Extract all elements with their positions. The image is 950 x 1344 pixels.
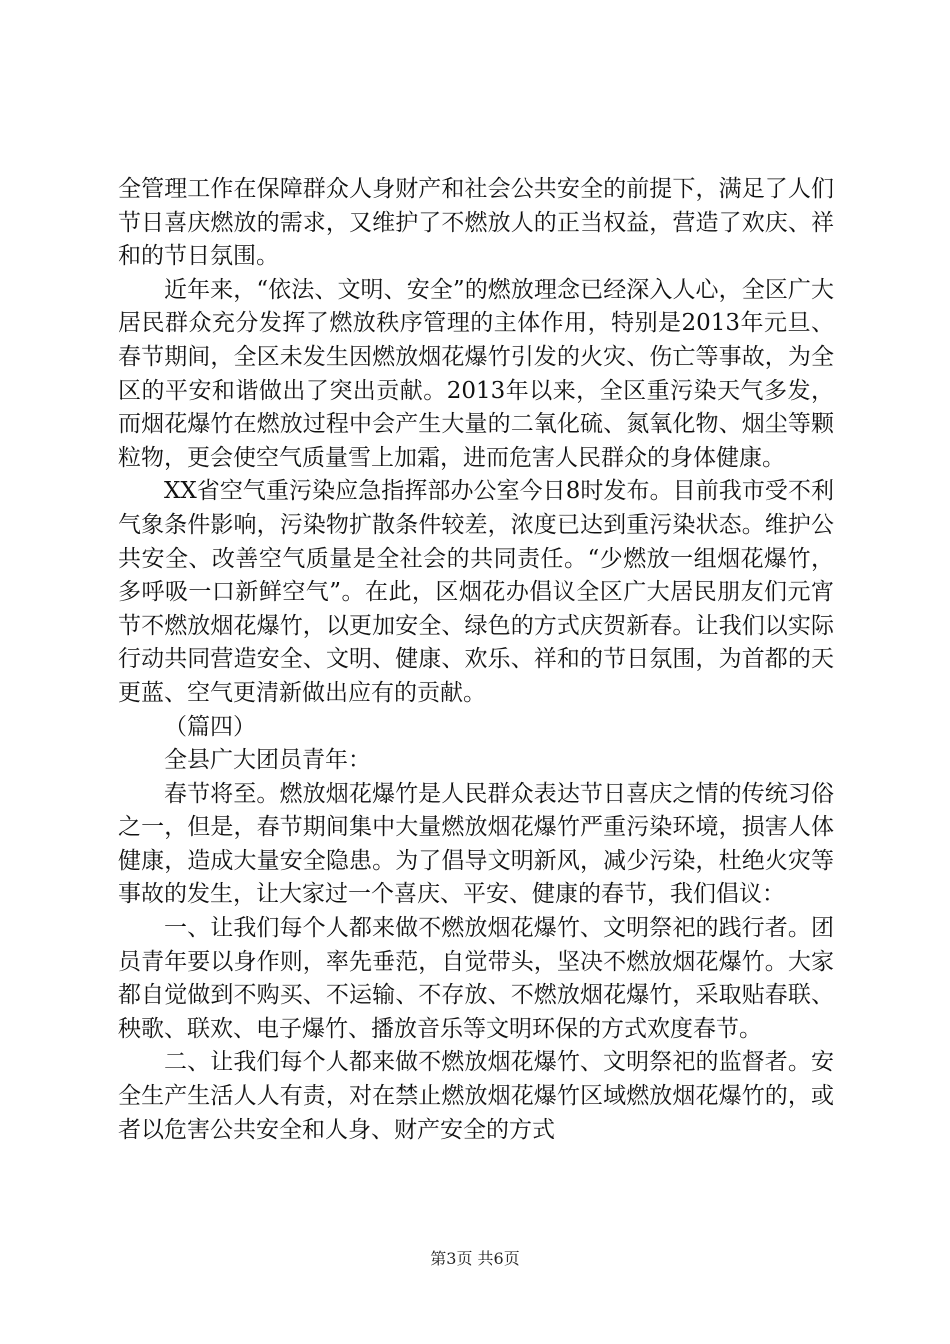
page-number-footer: 第3页 共6页 [430, 1249, 520, 1268]
paragraph-proposal-two: 二、让我们每个人都来做不燃放烟花爆竹、文明祭祀的监督者。安全生产生活人人有责，对在禁止燃放烟花爆竹区域燃放烟花爆竹的，或者以危害公共安全和人身、财产安全的方式 [118, 1049, 834, 1143]
document-body [118, 173, 834, 1147]
paragraph-recent-years: 近年来，“依法、文明、安全”的燃放理念已经深入人心，全区广大居民群众充分发挥了燃放秩序管理的主体作用，特别是2013年元旦、春节期间，全区未发生因燃放烟花爆竹引发的火灾、伤亡等事故，为全区的平安和谐做出了突出贡献。2013年以来，全区重污染天气多发，而烟花爆竹在燃放过程中会产生大量的二氧化硫、氮氧化物、烟尘等颗粒物，更会使空气质量雪上加霜，进而危害人民群众的身体健康。 [118, 276, 834, 471]
paragraph-continuation: 全管理工作在保障群众人身财产和社会公共安全的前提下，满足了人们节日喜庆燃放的需求，又维护了不燃放人的正当权益，营造了欢庆、祥和的节日氛围。 [118, 176, 834, 270]
section-heading-part-four: （篇四） [164, 713, 256, 740]
paragraph-proposal-one: 一、让我们每个人都来做不燃放烟花爆竹、文明祭祀的践行者。团员青年要以身作则，率先垂范，自觉带头，坚决不燃放烟花爆竹。大家都自觉做到不购买、不运输、不存放、不燃放烟花爆竹，采取贴春联、秧歌、联欢、电子爆竹、播放音乐等文明环保的方式欢度春节。 [118, 915, 834, 1042]
paragraph-spring-festival: 春节将至。燃放烟花爆竹是人民群众表达节日喜庆之情的传统习俗之一，但是，春节期间集中大量燃放烟花爆竹严重污染环境，损害人体健康，造成大量安全隐患。为了倡导文明新风，减少污染，杜绝火灾等事故的发生，让大家过一个喜庆、平安、健康的春节，我们倡议： [118, 780, 834, 908]
paragraph-pollution-notice: XX省空气重污染应急指挥部办公室今日8时发布。目前我市受不利气象条件影响，污染物扩散条件较差，浓度已达到重污染状态。维护公共安全、改善空气质量是全社会的共同责任。“少燃放一组烟花爆竹，多呼吸一口新鲜空气”。在此，区烟花办倡议全区广大居民朋友们元宵节不燃放烟花爆竹，以更加安全、绿色的方式庆贺新春。让我们以实际行动共同营造安全、文明、健康、欢乐、祥和的节日氛围，为首都的天更蓝、空气更清新做出应有的贡献。 [118, 478, 834, 706]
salutation: 全县广大团员青年： [164, 747, 371, 774]
